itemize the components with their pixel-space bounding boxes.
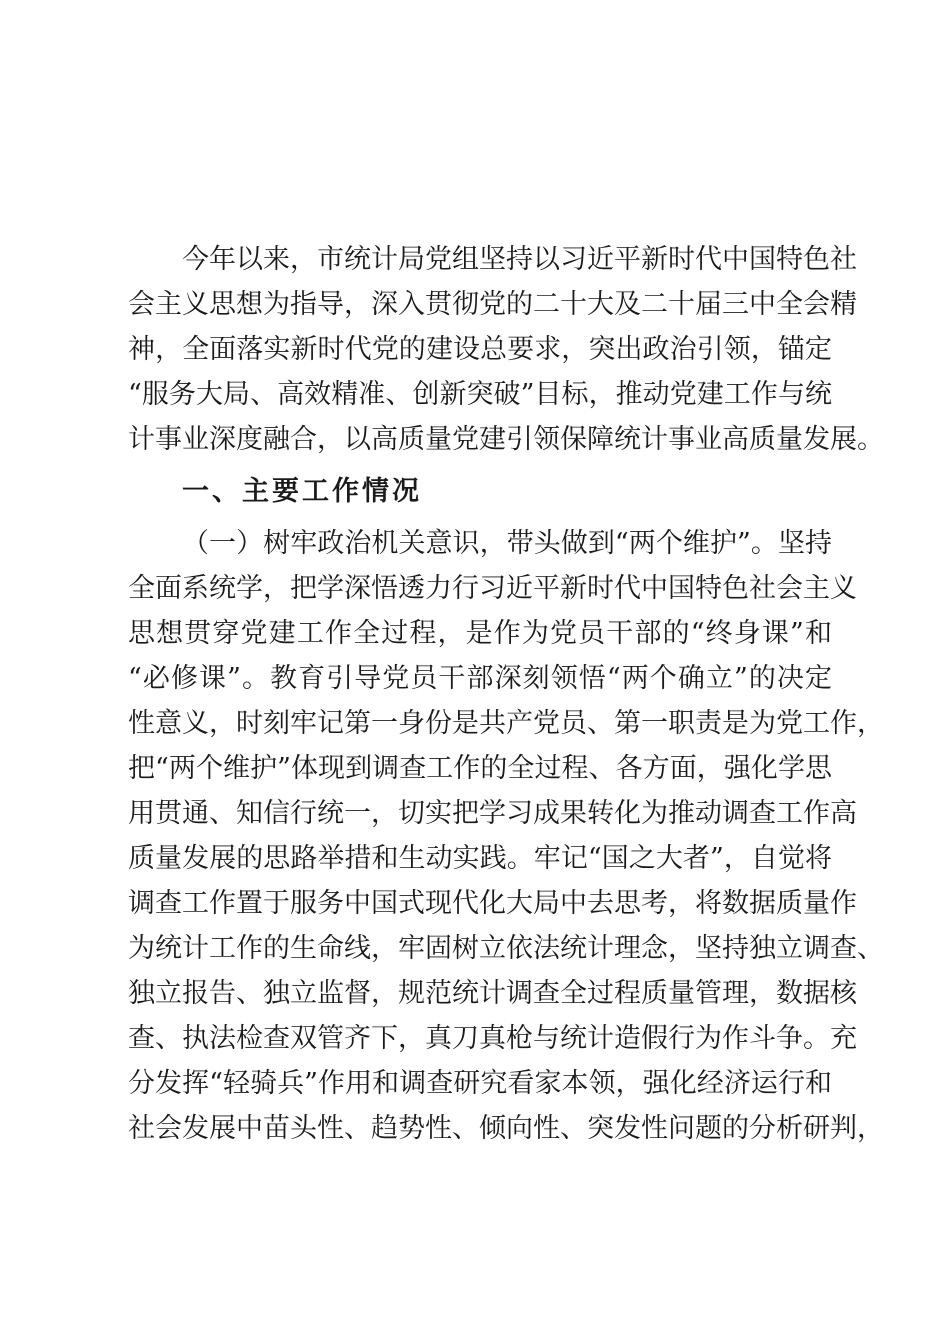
section1-paragraph-line-10: 为统计工作的生命线，牢固树立依法统计理念，坚持独立调查、	[128, 933, 884, 964]
section1-paragraph-line-8: 质量发展的思路举措和生动实践。牢记“国之大者”，自觉将	[128, 843, 832, 874]
section-heading: 一、主要工作情况	[182, 476, 422, 507]
section1-paragraph-line-9: 调查工作置于服务中国式现代化大局中去思考，将数据质量作	[128, 888, 857, 919]
section1-paragraph-line-13: 分发挥“轻骑兵”作用和调查研究看家本领，强化经济运行和	[128, 1068, 832, 1099]
intro-paragraph-line-4: “服务大局、高效精准、创新突破”目标，推动党建工作与统	[128, 379, 832, 410]
section1-paragraph-line-11: 独立报告、独立监督，规范统计调查全过程质量管理，数据核	[128, 978, 857, 1009]
intro-paragraph-line-1: 今年以来，市统计局党组坚持以习近平新时代中国特色社	[182, 244, 857, 275]
intro-paragraph-line-2: 会主义思想为指导，深入贯彻党的二十大及二十届三中全会精	[128, 289, 857, 320]
section1-paragraph-line-4: “必修课”。教育引导党员干部深刻领悟“两个确立”的决定	[128, 663, 832, 694]
intro-paragraph-line-5: 计事业深度融合，以高质量党建引领保障统计事业高质量发展。	[128, 424, 884, 455]
section1-paragraph-line-2: 全面系统学，把学深悟透力行习近平新时代中国特色社会主义	[128, 573, 857, 604]
section1-paragraph-line-5: 性意义，时刻牢记第一身份是共产党员、第一职责是为党工作，	[128, 708, 884, 739]
section1-paragraph-line-6: 把“两个维护”体现到调查工作的全过程、各方面，强化学思	[128, 753, 832, 784]
section1-paragraph-line-12: 查、执法检查双管齐下，真刀真枪与统计造假行为作斗争。充	[128, 1023, 857, 1054]
section1-paragraph-line-1: （一）树牢政治机关意识，带头做到“两个维护”。坚持	[182, 528, 832, 559]
section1-paragraph-line-7: 用贯通、知信行统一，切实把学习成果转化为推动调查工作高	[128, 798, 857, 829]
section1-paragraph-line-14: 社会发展中苗头性、趋势性、倾向性、突发性问题的分析研判，	[128, 1113, 884, 1144]
intro-paragraph-line-3: 神，全面落实新时代党的建设总要求，突出政治引领，锚定	[128, 334, 832, 365]
section1-paragraph-line-3: 思想贯穿党建工作全过程，是作为党员干部的“终身课”和	[128, 618, 832, 649]
